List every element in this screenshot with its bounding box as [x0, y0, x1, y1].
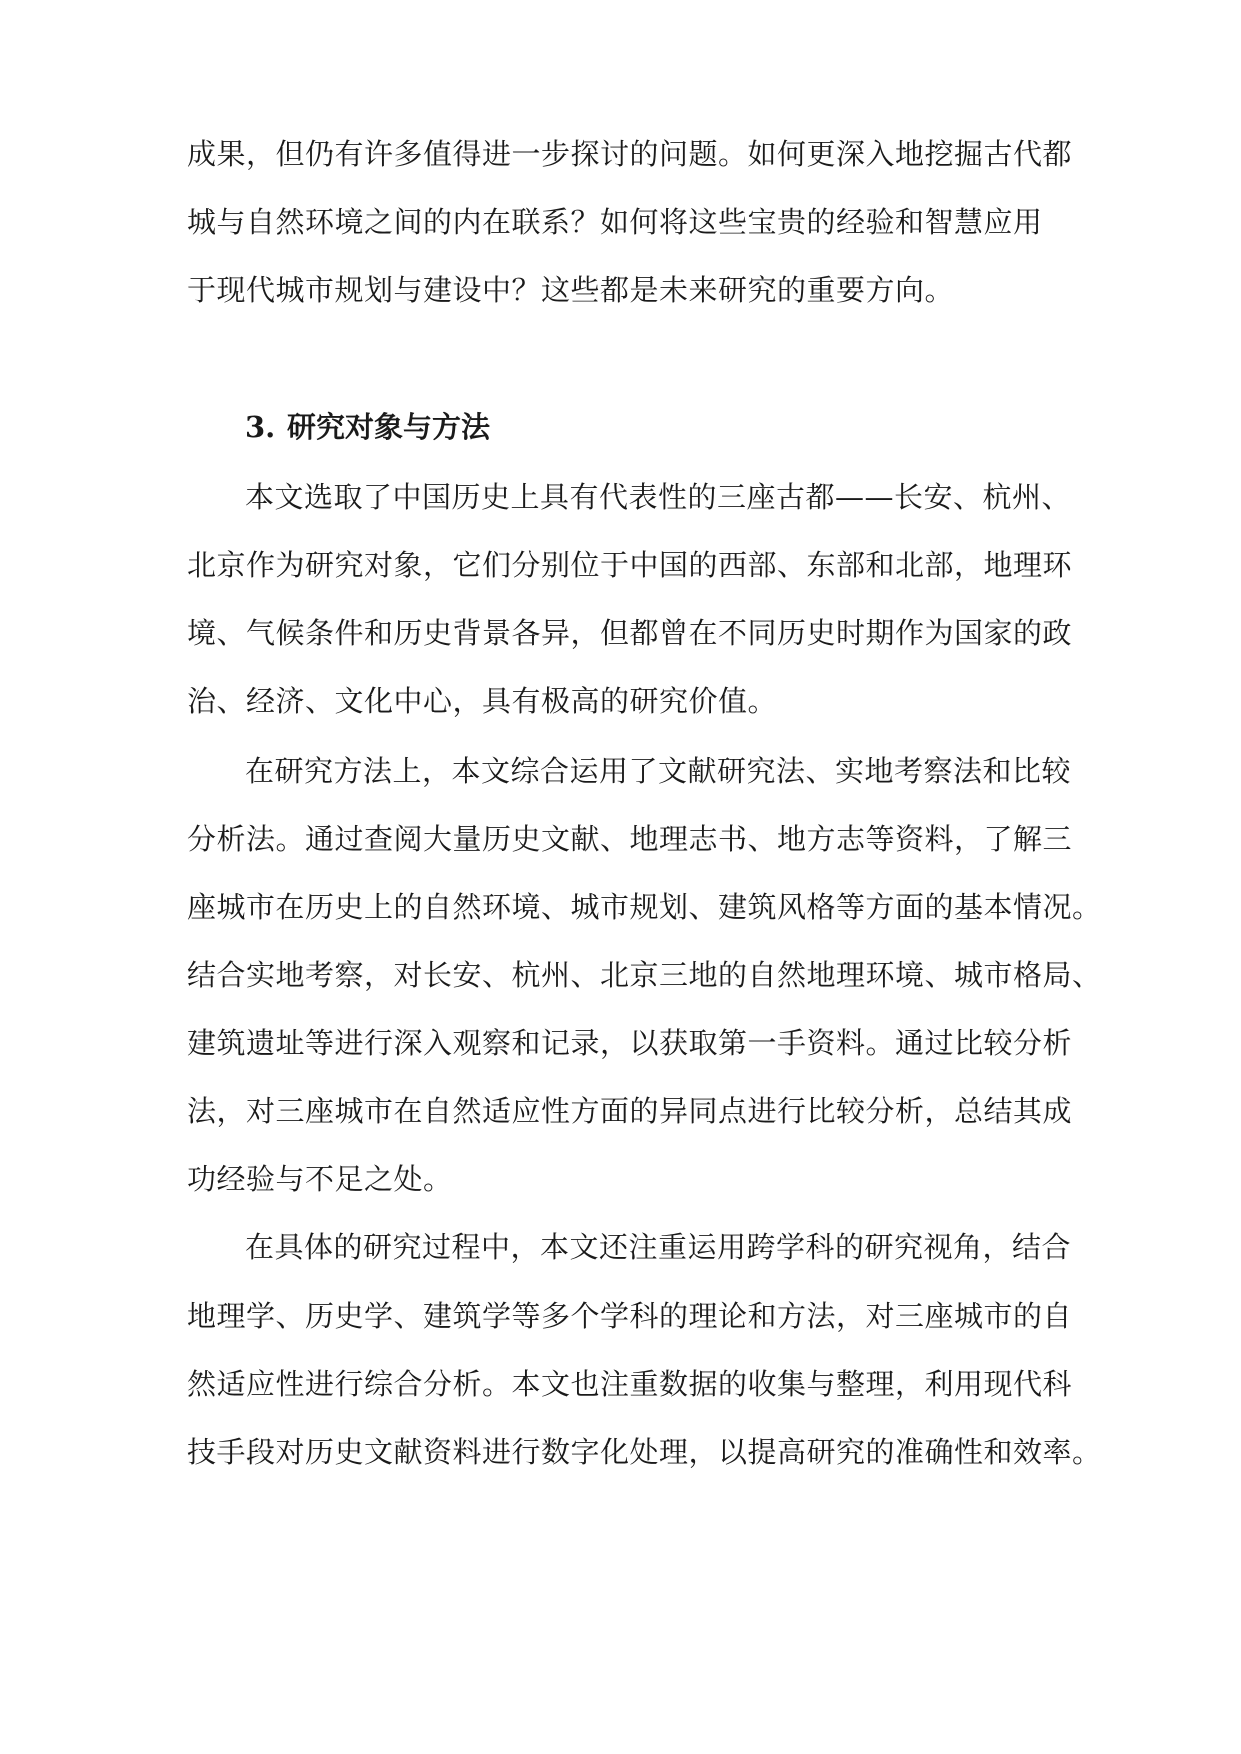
- paragraph-2-line-1: 在研究方法上，本文综合运用了文献研究法、实地考察法和比较: [245, 754, 1072, 788]
- paragraph-3-line-3: 然适应性进行综合分析。本文也注重数据的收集与整理，利用现代科: [187, 1367, 1073, 1401]
- paragraph-2-line-3: 座城市在历史上的自然环境、城市规划、建筑风格等方面的基本情况。: [187, 890, 1102, 924]
- paragraph-2-line-7: 功经验与不足之处。: [187, 1162, 453, 1196]
- paragraph-2-line-2: 分析法。通过查阅大量历史文献、地理志书、地方志等资料，了解三: [187, 822, 1073, 856]
- paragraph-2-line-4: 结合实地考察，对长安、杭州、北京三地的自然地理环境、城市格局、: [187, 958, 1102, 992]
- paragraph-3-line-1: 在具体的研究过程中，本文还注重运用跨学科的研究视角，结合: [245, 1230, 1072, 1264]
- paragraph-1-line-2: 北京作为研究对象，它们分别位于中国的西部、东部和北部，地理环: [187, 548, 1073, 582]
- section-title: 研究对象与方法: [287, 410, 491, 444]
- paragraph-2-line-6: 法，对三座城市在自然适应性方面的异同点进行比较分析，总结其成: [187, 1094, 1073, 1128]
- paragraph-2-line-5: 建筑遗址等进行深入观察和记录，以获取第一手资料。通过比较分析: [187, 1026, 1073, 1060]
- paragraph-1-line-3: 境、气候条件和历史背景各异，但都曾在不同历史时期作为国家的政: [187, 616, 1073, 650]
- section-heading: [245, 409, 490, 445]
- intro-line-1: 成果，但仍有许多值得进一步探讨的问题。如何更深入地挖掘古代都: [187, 137, 1073, 171]
- paragraph-3-line-4: 技手段对历史文献资料进行数字化处理，以提高研究的准确性和效率。: [187, 1435, 1102, 1469]
- paragraph-1-line-4: 治、经济、文化中心，具有极高的研究价值。: [187, 684, 778, 718]
- intro-line-2: 城与自然环境之间的内在联系？如何将这些宝贵的经验和智慧应用: [187, 205, 1043, 239]
- paragraph-1-line-1: 本文选取了中国历史上具有代表性的三座古都——长安、杭州、: [245, 480, 1072, 514]
- section-number: 3.: [245, 410, 276, 444]
- intro-line-3: 于现代城市规划与建设中？这些都是未来研究的重要方向。: [187, 273, 955, 307]
- paragraph-3-line-2: 地理学、历史学、建筑学等多个学科的理论和方法，对三座城市的自: [187, 1299, 1073, 1333]
